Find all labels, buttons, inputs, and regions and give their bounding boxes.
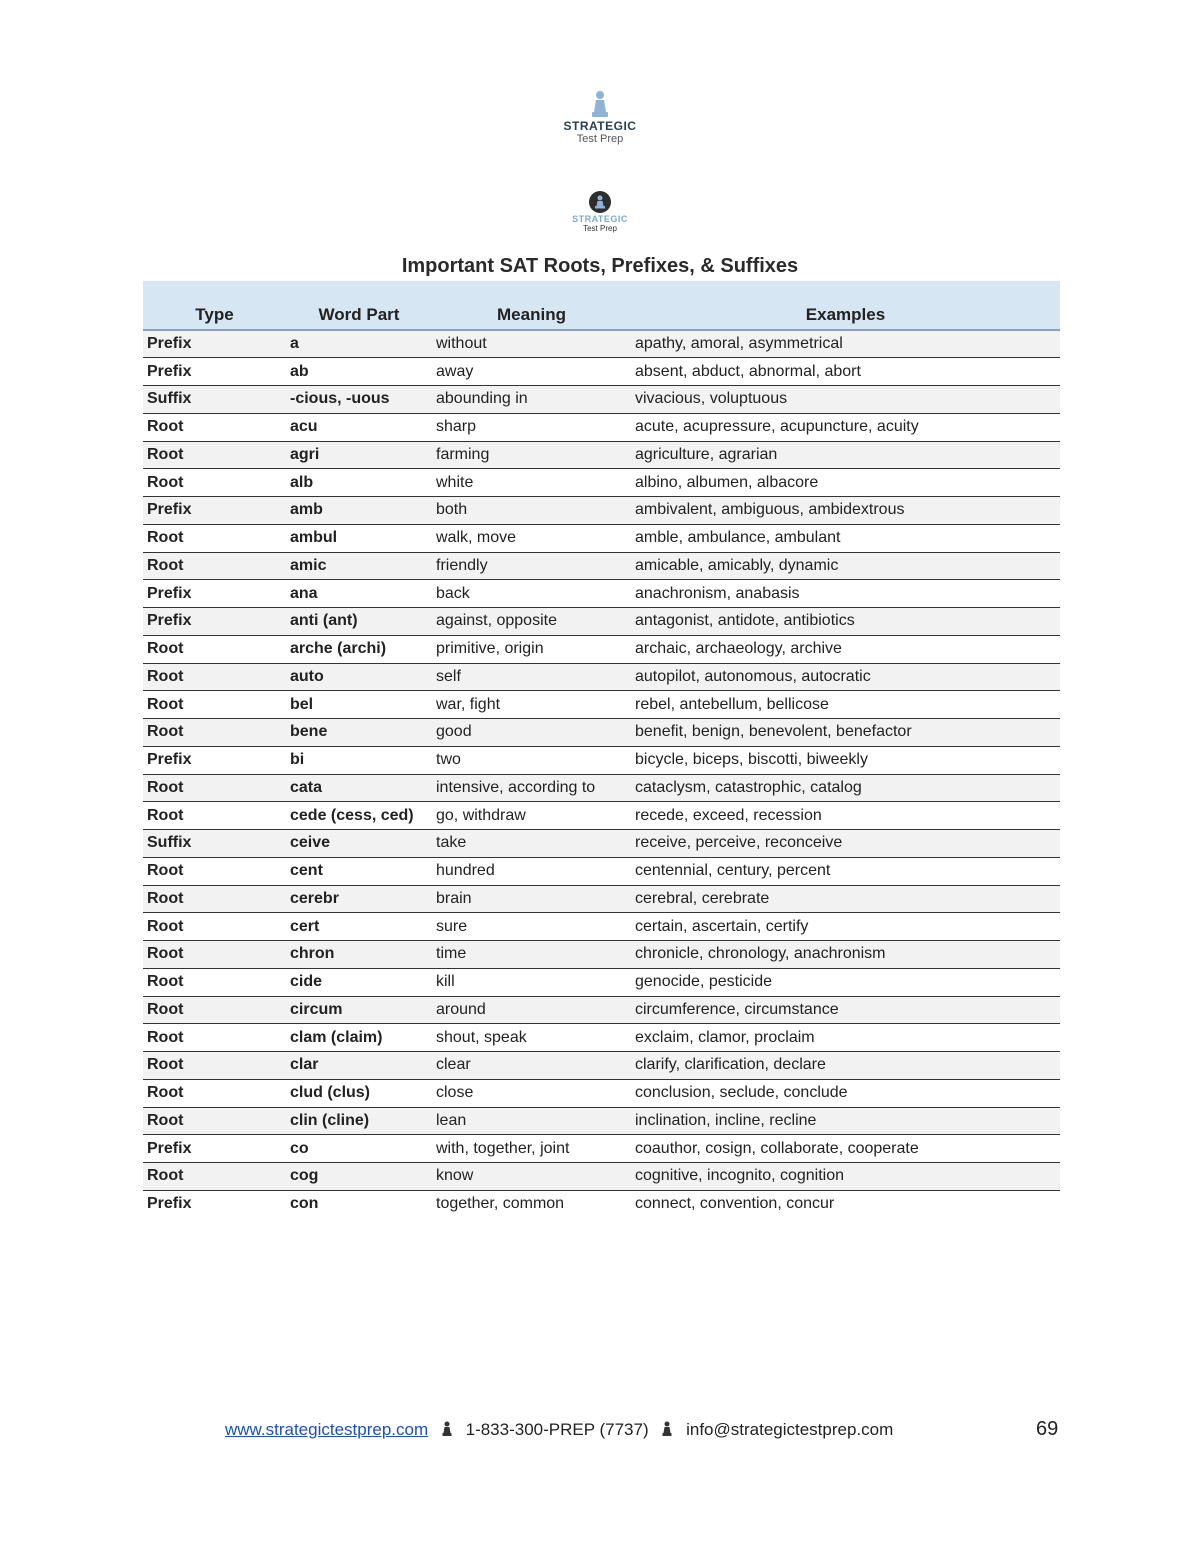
cell-examples: cataclysm, catastrophic, catalog: [631, 774, 1060, 802]
cell-type: Root: [143, 857, 286, 885]
cell-word-part: circum: [286, 996, 432, 1024]
cell-word-part: clin (cline): [286, 1107, 432, 1135]
table-row: [143, 524, 1060, 552]
table-row: [143, 413, 1060, 441]
logo-large: [555, 90, 645, 145]
cell-meaning: go, withdraw: [432, 802, 631, 830]
cell-meaning: sure: [432, 913, 631, 941]
cell-meaning: hundred: [432, 857, 631, 885]
cell-type: Root: [143, 968, 286, 996]
header-examples: Examples: [631, 281, 1060, 330]
website-link[interactable]: www.strategictestprep.com: [225, 1420, 429, 1439]
cell-meaning: walk, move: [432, 524, 631, 552]
cell-examples: amble, ambulance, ambulant: [631, 524, 1060, 552]
cell-type: Suffix: [143, 386, 286, 414]
table-row: [143, 663, 1060, 691]
cell-type: Root: [143, 691, 286, 719]
cell-examples: absent, abduct, abnormal, abort: [631, 358, 1060, 386]
cell-word-part: co: [286, 1135, 432, 1163]
cell-word-part: anti (ant): [286, 608, 432, 636]
cell-examples: circumference, circumstance: [631, 996, 1060, 1024]
table-row: [143, 1135, 1060, 1163]
logo-brand: STRATEGIC: [563, 119, 637, 133]
cell-word-part: cerebr: [286, 885, 432, 913]
logo-sub: Test Prep: [576, 133, 624, 145]
cell-word-part: cog: [286, 1163, 432, 1191]
cell-meaning: back: [432, 580, 631, 608]
cell-meaning: friendly: [432, 552, 631, 580]
cell-meaning: war, fight: [432, 691, 631, 719]
header-word-part: Word Part: [286, 281, 432, 330]
table-header-row: [143, 281, 1060, 330]
page-number: 69: [1036, 1418, 1059, 1440]
email-address: info@strategictestprep.com: [686, 1420, 894, 1439]
cell-word-part: arche (archi): [286, 635, 432, 663]
cell-examples: exclaim, clamor, proclaim: [631, 1024, 1060, 1052]
cell-type: Root: [143, 663, 286, 691]
cell-type: Root: [143, 524, 286, 552]
cell-examples: cerebral, cerebrate: [631, 885, 1060, 913]
cell-meaning: farming: [432, 441, 631, 469]
cell-meaning: without: [432, 330, 631, 358]
table-row: [143, 386, 1060, 414]
cell-examples: genocide, pesticide: [631, 968, 1060, 996]
cell-meaning: sharp: [432, 413, 631, 441]
cell-meaning: close: [432, 1079, 631, 1107]
cell-word-part: ambul: [286, 524, 432, 552]
cell-meaning: white: [432, 469, 631, 497]
cell-meaning: with, together, joint: [432, 1135, 631, 1163]
cell-meaning: against, opposite: [432, 608, 631, 636]
cell-examples: clarify, clarification, declare: [631, 1052, 1060, 1080]
table-row: [143, 1024, 1060, 1052]
cell-examples: certain, ascertain, certify: [631, 913, 1060, 941]
cell-meaning: primitive, origin: [432, 635, 631, 663]
pawn-icon: [589, 90, 611, 120]
cell-type: Prefix: [143, 330, 286, 358]
cell-word-part: amb: [286, 497, 432, 525]
cell-word-part: con: [290, 1195, 319, 1213]
cell-type: Root: [143, 996, 286, 1024]
header-type: Type: [143, 281, 286, 330]
logo-small: [565, 190, 635, 233]
table-row: [143, 774, 1060, 802]
table-row: [143, 1052, 1060, 1080]
cell-meaning: intensive, according to: [432, 774, 631, 802]
cell-examples: albino, albumen, albacore: [631, 469, 1060, 497]
table-row: [143, 885, 1060, 913]
table-row: [143, 580, 1060, 608]
cell-examples: bicycle, biceps, biscotti, biweekly: [631, 746, 1060, 774]
cell-type: Root: [143, 469, 286, 497]
logo-small-sub: Test Prep: [583, 224, 617, 233]
cell-type: Prefix: [143, 608, 286, 636]
cell-examples: inclination, incline, recline: [631, 1107, 1060, 1135]
cell-type: Prefix: [143, 580, 286, 608]
cell-type: Root: [143, 941, 286, 969]
cell-type: Root: [143, 441, 286, 469]
cell-examples: apathy, amoral, asymmetrical: [631, 330, 1060, 358]
cell-meaning: time: [432, 941, 631, 969]
cell-word-part: cata: [286, 774, 432, 802]
cell-word-part: agri: [286, 441, 432, 469]
cell-examples: recede, exceed, recession: [631, 802, 1060, 830]
cell-word-part: bi: [286, 746, 432, 774]
cell-type: Root: [143, 1079, 286, 1107]
cell-examples: amicable, amicably, dynamic: [631, 552, 1060, 580]
cell-examples: coauthor, cosign, collaborate, cooperate: [631, 1135, 1060, 1163]
cell-meaning: around: [432, 996, 631, 1024]
cell-meaning: good: [432, 719, 631, 747]
table-row: [143, 996, 1060, 1024]
cell-examples: ambivalent, ambiguous, ambidextrous: [631, 497, 1060, 525]
cell-examples: benefit, benign, benevolent, benefactor: [631, 719, 1060, 747]
cell-word-part: -cious, -uous: [286, 386, 432, 414]
cell-meaning: clear: [432, 1052, 631, 1080]
cell-type: Root: [143, 1024, 286, 1052]
cell-type: Root: [143, 1163, 286, 1191]
cell-word-part: alb: [286, 469, 432, 497]
cell-meaning: self: [432, 663, 631, 691]
table-row: [143, 552, 1060, 580]
cell-type: Root: [143, 1107, 286, 1135]
pawn-separator-icon: [661, 1421, 673, 1442]
cell-examples: acute, acupressure, acupuncture, acuity: [631, 413, 1060, 441]
cell-type: Root: [143, 774, 286, 802]
cell-type: Prefix: [143, 497, 286, 525]
table-row: [143, 497, 1060, 525]
cell-examples: antagonist, antidote, antibiotics: [631, 608, 1060, 636]
phone-number: 1-833-300-PREP (7737): [465, 1420, 649, 1439]
table-row: [143, 330, 1060, 358]
table-row: [143, 608, 1060, 636]
cell-meaning: lean: [432, 1107, 631, 1135]
footer: [225, 1420, 1005, 1442]
cell-type: Root: [143, 802, 286, 830]
cell-meaning: take: [432, 830, 631, 858]
cell-word-part: clam (claim): [286, 1024, 432, 1052]
cell-examples: chronicle, chronology, anachronism: [631, 941, 1060, 969]
cell-type: Root: [143, 719, 286, 747]
table-row: [143, 1190, 1060, 1218]
cell-word-part: clud (clus): [286, 1079, 432, 1107]
pawn-separator-icon: [441, 1421, 453, 1442]
cell-meaning: together, common: [436, 1195, 565, 1213]
cell-examples: agriculture, agrarian: [631, 441, 1060, 469]
table-row: [143, 635, 1060, 663]
table-row: [143, 358, 1060, 386]
cell-type: Root: [143, 413, 286, 441]
cell-examples: archaic, archaeology, archive: [631, 635, 1060, 663]
cell-type: Prefix: [143, 358, 286, 386]
cell-word-part: auto: [286, 663, 432, 691]
cell-type: Root: [143, 885, 286, 913]
cell-meaning: both: [432, 497, 631, 525]
table-row: [143, 441, 1060, 469]
table-body: [143, 330, 1060, 1218]
table-row: [143, 1107, 1060, 1135]
cell-type: Root: [143, 1052, 286, 1080]
cell-word-part: a: [286, 330, 432, 358]
cell-word-part: cert: [286, 913, 432, 941]
cell-word-part: cent: [286, 857, 432, 885]
cell-word-part: ana: [286, 580, 432, 608]
cell-examples: cognitive, incognito, cognition: [631, 1163, 1060, 1191]
cell-word-part: acu: [286, 413, 432, 441]
cell-examples: connect, convention, concur: [635, 1195, 835, 1213]
cell-word-part: clar: [286, 1052, 432, 1080]
pawn-circle-icon: [588, 190, 612, 214]
cell-word-part: cide: [286, 968, 432, 996]
cell-word-part: cede (cess, ced): [286, 802, 432, 830]
cell-examples: vivacious, voluptuous: [631, 386, 1060, 414]
cell-meaning: kill: [432, 968, 631, 996]
cell-meaning: shout, speak: [432, 1024, 631, 1052]
table-row: [143, 1079, 1060, 1107]
table-row: [143, 802, 1060, 830]
roots-table: [143, 281, 1060, 1218]
cell-word-part: ceive: [286, 830, 432, 858]
logo-small-brand: STRATEGIC: [572, 214, 628, 224]
header-meaning: Meaning: [432, 281, 631, 330]
table-row: [143, 746, 1060, 774]
cell-examples: receive, perceive, reconceive: [631, 830, 1060, 858]
cell-type: Root: [143, 913, 286, 941]
table-row: [143, 691, 1060, 719]
cell-examples: conclusion, seclude, conclude: [631, 1079, 1060, 1107]
table-row: [143, 469, 1060, 497]
cell-type: Prefix: [147, 1195, 192, 1213]
cell-word-part: amic: [286, 552, 432, 580]
table-row: [143, 913, 1060, 941]
table-row: [143, 719, 1060, 747]
cell-meaning: brain: [432, 885, 631, 913]
cell-meaning: know: [432, 1163, 631, 1191]
cell-type: Prefix: [143, 1135, 286, 1163]
cell-meaning: abounding in: [432, 386, 631, 414]
cell-word-part: chron: [286, 941, 432, 969]
cell-word-part: ab: [286, 358, 432, 386]
table-row: [143, 941, 1060, 969]
cell-word-part: bene: [286, 719, 432, 747]
cell-type: Suffix: [143, 830, 286, 858]
cell-examples: centennial, century, percent: [631, 857, 1060, 885]
roots-table-container: [143, 281, 1060, 1218]
cell-word-part: bel: [286, 691, 432, 719]
table-row: [143, 1163, 1060, 1191]
cell-examples: autopilot, autonomous, autocratic: [631, 663, 1060, 691]
cell-type: Prefix: [143, 746, 286, 774]
cell-examples: anachronism, anabasis: [631, 580, 1060, 608]
table-row: [143, 968, 1060, 996]
cell-type: Root: [143, 552, 286, 580]
cell-examples: rebel, antebellum, bellicose: [631, 691, 1060, 719]
table-row: [143, 857, 1060, 885]
cell-type: Root: [143, 635, 286, 663]
cell-meaning: away: [432, 358, 631, 386]
cell-meaning: two: [432, 746, 631, 774]
page-title: Important SAT Roots, Prefixes, & Suffixes: [401, 255, 799, 277]
table-row: [143, 830, 1060, 858]
